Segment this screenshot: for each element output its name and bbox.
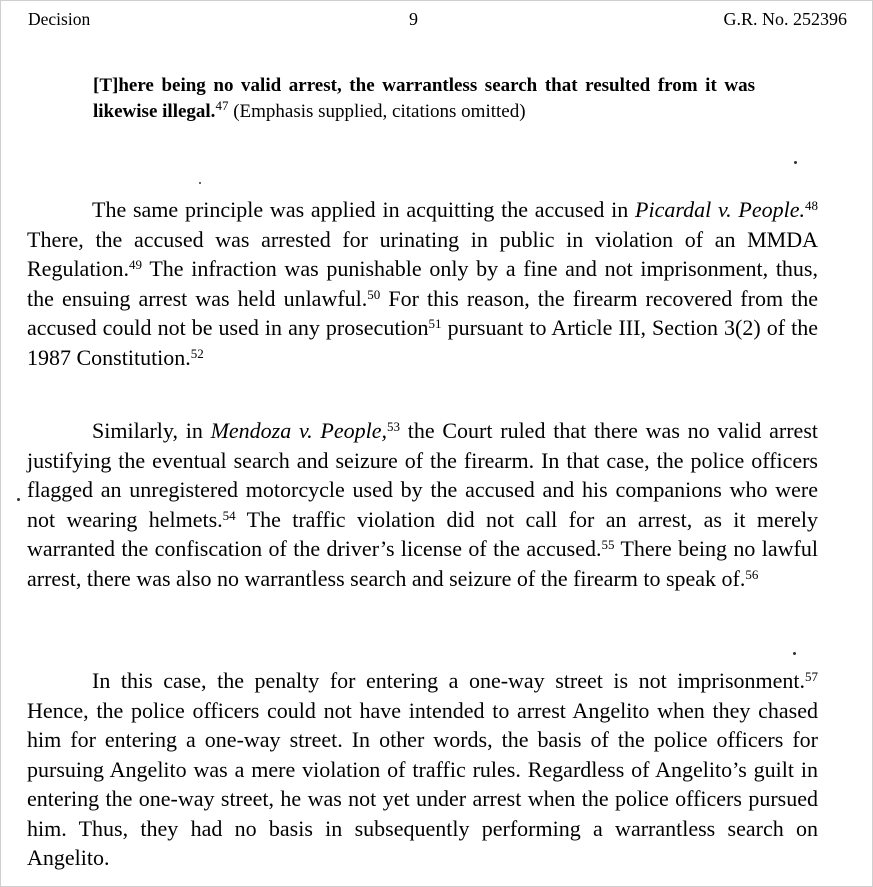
text-run: the Court ruled that there was no valid arrest justifying the eventual search and seizure of the firearm. In that case, the police officers flagged an unregistered motorcycle used by the accused and his companions who were not wearing helmets. bbox=[27, 418, 818, 532]
footnote-ref-52: 52 bbox=[190, 345, 204, 361]
footnote-ref-51: 51 bbox=[428, 315, 442, 331]
text-run: For this reason, the firearm recovered from the accused could not be used in any prosecution bbox=[27, 285, 818, 340]
footnote-ref-57: 57 bbox=[805, 668, 818, 684]
case-name-picardal: Picardal v. People. bbox=[635, 197, 805, 222]
footnote-ref-53: 53 bbox=[386, 418, 400, 434]
case-name-mendoza: Mendoza v. People, bbox=[210, 418, 387, 443]
scan-speck bbox=[793, 652, 796, 655]
paragraph-this-case bbox=[27, 666, 818, 873]
paragraph-picardal bbox=[27, 195, 818, 372]
page-header bbox=[0, 9, 873, 33]
scan-speck bbox=[17, 498, 20, 501]
footnote-ref-56: 56 bbox=[745, 566, 759, 582]
text-run: The same principle was applied in acquitting the accused in bbox=[92, 197, 636, 222]
header-page-number: 9 bbox=[409, 9, 418, 29]
paragraph-mendoza bbox=[27, 416, 818, 593]
text-run: In this case, the penalty for entering a one-way street is not imprisonment. bbox=[92, 668, 805, 693]
quote-tail: (Emphasis supplied, citations omitted) bbox=[228, 100, 526, 122]
footnote-ref-49: 49 bbox=[129, 256, 143, 272]
text-run: The traffic violation did not call for an arrest, as it merely warranted the confiscation of the driver’s license of the accused. bbox=[27, 506, 818, 561]
text-run: Hence, the police officers could not have intended to arrest Angelito when they chased him for entering a one-way street. In other words, the basis of the police officers for pursuing Angelito was a mere violation of traffic rules. Regardless of Angelito’s guilt in entering the one-way street, he was not yet under arrest when the police officers pursued him. Thus, they had no basis in subsequently performing a warrantless search on Angelito. bbox=[27, 697, 818, 870]
footnote-ref-47: 47 bbox=[215, 97, 229, 113]
footnote-ref-48: 48 bbox=[805, 197, 818, 213]
block-quote bbox=[93, 73, 755, 124]
text-run: There, the accused was arrested for urinating in public in violation of an MMDA Regulation. bbox=[27, 226, 818, 281]
text-run: There being no lawful arrest, there was also no warrantless search and seizure of the firearm to speak of. bbox=[27, 536, 818, 591]
text-run: Similarly, in bbox=[92, 418, 211, 443]
scan-speck bbox=[794, 161, 797, 164]
footnote-ref-55: 55 bbox=[601, 536, 615, 552]
footnote-ref-50: 50 bbox=[367, 286, 381, 302]
header-case-number: G.R. No. 252396 bbox=[723, 9, 847, 29]
scan-speck bbox=[199, 182, 201, 184]
text-run: pursuant to Article III, Section 3(2) of the 1987 Constitution. bbox=[27, 315, 818, 370]
quote-emphasis: [T]here being no valid arrest, the warrantless search that resulted from it was likewise illegal. bbox=[93, 75, 755, 122]
text-run: The infraction was punishable only by a fine and not imprisonment, thus, the ensuing arrest was held unlawful. bbox=[27, 256, 818, 311]
footnote-ref-54: 54 bbox=[222, 507, 236, 523]
header-document-type: Decision bbox=[28, 9, 91, 29]
